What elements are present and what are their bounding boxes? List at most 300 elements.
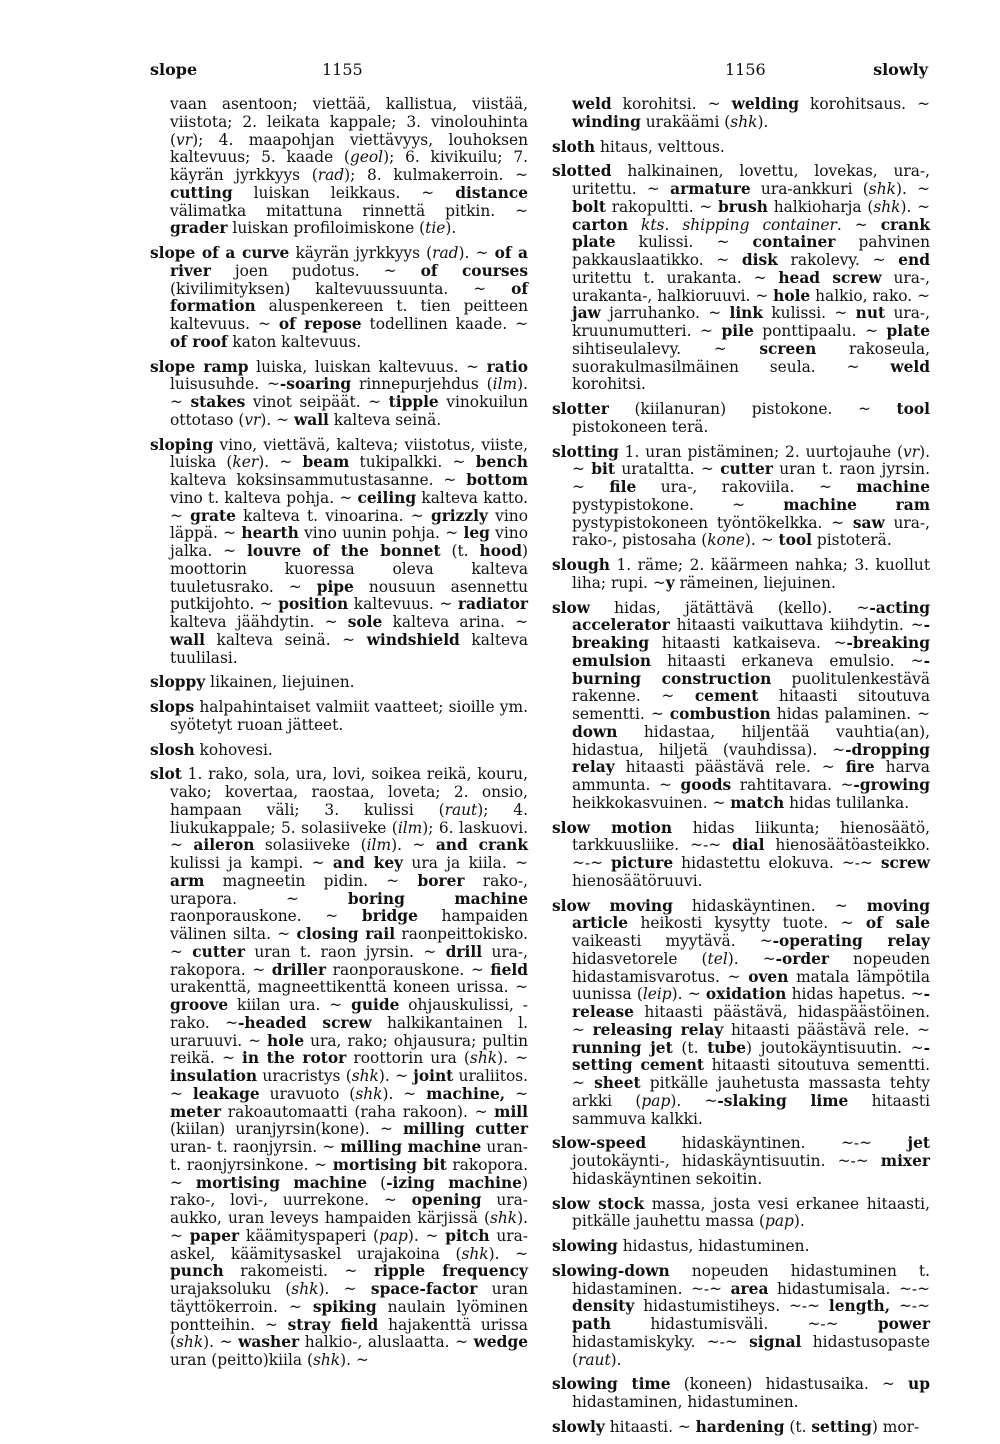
entry-term: of a river	[170, 244, 529, 280]
entry-text: ura-, urakanta-, halkioruuvi. ~	[572, 268, 931, 305]
entry-text: matala lämpötila uunissa (	[572, 967, 930, 1004]
entry-text: joen pudotus. ~	[210, 261, 421, 280]
dictionary-entry	[552, 557, 930, 593]
entry-text: hidastusopaste (	[572, 1332, 930, 1369]
entry-term: washer	[238, 1333, 300, 1352]
entry-text: ); 6. kivikuilu; 7. käyrän jyrkkyys (	[170, 148, 529, 184]
entry-text: korohitsi.	[572, 375, 646, 394]
entry-text: hidas, jätättävä (kello). ~	[590, 598, 870, 617]
entry-text: vino läppä. ~	[170, 506, 528, 543]
entry-term: jaw	[572, 304, 601, 323]
entry-term: of repose	[278, 315, 362, 333]
entry-text: uran t. raon jyrsin. ~	[572, 460, 930, 496]
entry-text: ); 6. laskuovi. ~	[170, 818, 529, 855]
entry-text: pystypistokoneen työntökelkka. ~	[572, 513, 853, 532]
entry-text: hidas tulilanka.	[784, 793, 910, 812]
entry-text: ). ~	[497, 1049, 529, 1068]
entry-term: driller	[271, 960, 327, 979]
entry-term: louvre of the bonnet	[247, 542, 441, 560]
entry-term: up	[908, 1375, 930, 1394]
entry-term: slow stock	[552, 1194, 645, 1213]
entry-term: plate	[886, 322, 931, 340]
entry-term: bottom	[466, 471, 528, 489]
entry-text: uravuoto (	[259, 1084, 356, 1103]
entry-text: likainen, liejuinen.	[205, 673, 355, 692]
entry-text: rämeinen, liejuinen.	[674, 573, 836, 592]
entry-term: -soaring	[279, 375, 352, 394]
entry-term: guide	[351, 996, 400, 1014]
entry-text: ~	[505, 1084, 529, 1103]
entry-text: hitaasti erkaneva emulsio. ~	[651, 651, 924, 670]
entry-text: ); 4. maapohjan viettävyys, louhoksen kaltevuus; 5. kaade (	[170, 130, 528, 167]
entry-term: slowing-down	[552, 1261, 670, 1280]
dictionary-entry	[552, 600, 930, 813]
entry-term: tool	[778, 531, 812, 550]
entry-text: ) rako-, lovi-, uurrekone. ~	[170, 1173, 528, 1210]
entry-label: shk	[868, 180, 896, 198]
entry-text: halkinainen, lovettu, lovekas, ura-, uritettu. ~	[572, 162, 930, 198]
entry-label: shk	[355, 1084, 383, 1103]
entry-term: groove	[170, 996, 229, 1014]
entry-term: -acting accelerator	[572, 598, 930, 635]
entry-text: kiilan ura. ~	[228, 996, 352, 1014]
dictionary-entry	[150, 437, 528, 668]
entry-term: of formation	[170, 279, 528, 316]
entry-text: vino uunin pohja. ~	[298, 524, 464, 543]
entry-text: ).	[757, 112, 769, 131]
entry-term: signal	[749, 1332, 802, 1351]
entry-label: kts. shipping container	[641, 215, 837, 234]
entry-term: slowly	[552, 1417, 605, 1436]
entry-term: field	[490, 960, 528, 979]
entry-label: shk	[312, 1351, 341, 1369]
entry-text: naulain lyöminen pontteihin. ~	[170, 1297, 528, 1334]
entry-text: luiskan leikkaus. ~	[232, 183, 456, 202]
entry-term: joint	[413, 1067, 454, 1085]
entry-text: (kiilanuran) pistokone. ~	[608, 400, 897, 418]
entry-term: distance	[455, 183, 528, 202]
entry-text: (t.	[672, 1038, 708, 1057]
entry-term: match	[730, 793, 785, 812]
entry-label: tel	[707, 949, 728, 968]
entry-term: slops	[150, 698, 195, 716]
entry-term: running	[572, 1038, 642, 1057]
entry-term: stakes	[190, 393, 246, 411]
entry-text: uritettu t. urakanta. ~	[572, 268, 779, 287]
entry-text: harva ammunta. ~	[572, 758, 930, 794]
entry-term: hardening	[695, 1417, 785, 1436]
entry-text: hitaasti sammuva kalkki.	[572, 1091, 930, 1128]
entry-term: end	[898, 251, 930, 269]
entry-text: heikkokasvuinen. ~	[572, 793, 731, 812]
entry-label: shk	[469, 1049, 498, 1068]
entry-text: vino t. kalteva pohja. ~	[170, 488, 358, 507]
entry-term: -operating relay	[772, 932, 931, 950]
entry-term: -burning construction	[572, 651, 930, 688]
entry-label: tie	[425, 219, 446, 238]
entry-text: raonpeittokisko. ~	[170, 925, 529, 961]
dictionary-entry	[552, 163, 930, 394]
entry-label: leip	[642, 985, 672, 1004]
entry-term: slow moving	[552, 896, 673, 915]
entry-term: cutting	[170, 183, 233, 202]
entry-text: ). ~	[671, 985, 706, 1004]
entry-text: halkikantainen l. uraruuvi. ~	[170, 1013, 528, 1050]
dictionary-entry	[150, 245, 528, 352]
entry-label: raut	[444, 800, 478, 819]
entry-text: pistoterä.	[812, 531, 892, 550]
entry-term: goods	[680, 776, 732, 794]
entry-term: cutter	[192, 942, 245, 961]
entry-text: nopeuden hidastuminen t. hidastaminen. ~-~	[572, 1261, 930, 1298]
dictionary-entry	[552, 1196, 930, 1232]
entry-text: ) mor-	[871, 1417, 920, 1436]
entry-text: luiska, luiskan kaltevuus. ~	[248, 357, 487, 376]
entry-text: hidastettu elokuva. ~-~	[673, 854, 881, 872]
entry-term: crank plate	[572, 215, 930, 252]
running-head-right: slowly	[873, 60, 928, 79]
entry-text: magneetin pidin. ~	[204, 871, 418, 890]
entry-text: ). ~	[340, 1351, 369, 1369]
entry-text: hitaasti päästävä rele. ~	[614, 758, 846, 777]
left-column	[150, 96, 528, 1377]
entry-text: käämityspaperi (	[239, 1226, 379, 1245]
entry-term: carton	[572, 215, 629, 234]
entry-label: geol	[349, 148, 384, 167]
entry-text: pystypistokone. ~	[572, 495, 784, 514]
dictionary-entry	[150, 766, 528, 1370]
entry-text: korohitsaus. ~	[799, 95, 930, 113]
entry-text: ). ~	[458, 244, 495, 262]
entry-term: -setting cement	[572, 1038, 930, 1075]
entry-term: setting	[811, 1417, 872, 1436]
entry-text: hienosäätöruuvi.	[572, 871, 703, 890]
entry-term: and key	[332, 854, 404, 872]
entry-term: -izing machine	[386, 1173, 522, 1192]
entry-term: radiator	[457, 595, 528, 614]
entry-term: pile	[721, 322, 754, 340]
entry-term: mill	[494, 1102, 528, 1121]
entry-text: uran täyttökerroin. ~	[170, 1280, 529, 1316]
dictionary-entry	[552, 401, 930, 437]
entry-text: ura-, rako-, pistosaha (	[572, 513, 930, 550]
entry-term: jet	[650, 1038, 673, 1057]
entry-term: slow	[552, 598, 591, 617]
entry-term: -growing	[853, 776, 930, 794]
entry-term: spiking	[312, 1297, 377, 1316]
entry-text: hitaasti. ~	[604, 1417, 696, 1436]
entry-term: leakage	[192, 1084, 260, 1103]
entry-term: -headed screw	[237, 1013, 372, 1032]
entry-text: puolitulenkestävä rakenne. ~	[572, 669, 930, 706]
entry-text: kalteva seinä.	[328, 410, 442, 429]
dictionary-entry	[150, 359, 528, 430]
entry-term: machine	[856, 478, 930, 496]
dictionary-entry	[552, 1263, 930, 1370]
entry-term: slotting	[552, 442, 619, 461]
entry-text: ura-, kruunumutteri. ~	[572, 304, 930, 340]
entry-label: shk	[291, 1280, 319, 1298]
entry-term: wall	[170, 630, 205, 649]
entry-term: screen	[759, 339, 817, 358]
entry-label: vr	[176, 130, 193, 149]
entry-term: of courses	[420, 261, 528, 280]
entry-label: ilm	[397, 818, 423, 837]
entry-text: ).	[793, 1212, 805, 1231]
entry-text: rakoautomaatti (raha rakoon). ~	[221, 1102, 495, 1121]
entry-text: hajakenttä urissa (	[170, 1315, 528, 1352]
entry-label: shk	[176, 1333, 204, 1352]
entry-label: pap	[765, 1212, 794, 1231]
entry-text: hitaasti sitoutuva sementti. ~	[572, 687, 930, 723]
entry-text: nopeuden hidastamisvarotus. ~	[572, 949, 930, 986]
entry-text: hidas liikunta; hienosäätö, tarkkuusliike. ~-~	[572, 818, 930, 855]
entry-text: ). ~	[170, 375, 528, 411]
entry-text: rakoseula, suorakulmasilmäinen seula. ~	[572, 339, 930, 376]
entry-term: punch	[170, 1262, 224, 1281]
running-head-left: slope	[150, 60, 198, 79]
entry-text: nousuun asennettu putkijohto. ~	[170, 577, 528, 614]
entry-text: rakolevy. ~	[777, 251, 899, 269]
entry-text: hidastumistiheys. ~-~	[634, 1297, 829, 1316]
entry-term: drill	[445, 942, 483, 961]
entry-text: ). ~	[382, 1084, 427, 1103]
entry-text: raonporauskone. ~	[170, 907, 362, 926]
entry-term: of roof	[170, 332, 228, 351]
entry-text: hitaasti päästävä, hidaspäästöinen. ~	[572, 1003, 930, 1039]
entry-text: hidastamiskyky. ~-~	[572, 1332, 750, 1351]
entry-text: hitaasti katkaiseva. ~	[649, 634, 847, 652]
entry-text: rinnepurjehdus (	[351, 375, 493, 394]
entry-text: hienosäätöasteikko. ~-~	[572, 836, 930, 872]
entry-text: ). ~	[318, 1280, 371, 1298]
entry-term: picture	[611, 854, 674, 872]
entry-term: saw	[852, 513, 885, 532]
entry-term: slow-speed	[552, 1134, 647, 1153]
entry-term: slow motion	[552, 818, 673, 837]
entry-text: aluspenkereen t. tien peitteen kaltevuus. ~	[170, 297, 528, 333]
entry-term: oven	[748, 967, 789, 986]
page-number-right: 1156	[725, 60, 766, 79]
dictionary-entry	[552, 139, 930, 157]
entry-term: milling cutter	[403, 1120, 528, 1139]
entry-text: todellinen kaade. ~	[361, 315, 528, 333]
entry-text: vinokuilun ottotaso (	[170, 393, 528, 429]
entry-text: joutokäynti-, hidaskäyntisuutin. ~-~	[572, 1152, 881, 1170]
entry-term: hole	[773, 286, 811, 305]
entry-label: shk	[489, 1209, 518, 1227]
entry-text: ); 4. liukukappale; 5. solasiiveke (	[170, 800, 528, 837]
entry-term: grizzly	[430, 506, 488, 525]
entry-term: power	[877, 1315, 930, 1333]
dictionary-entry	[150, 674, 528, 692]
entry-term: tool	[896, 400, 930, 418]
entry-text: kulissi. ~	[615, 233, 753, 252]
entry-text: roottorin ura (	[346, 1049, 470, 1068]
entry-text: pistokoneen terä.	[572, 417, 709, 436]
entry-term: slowing time	[552, 1375, 671, 1394]
entry-label: shk	[461, 1244, 489, 1263]
entry-term: sloping	[150, 435, 214, 454]
entry-text: rahtitavara. ~	[731, 776, 854, 794]
entry-text: ). ~	[378, 1067, 414, 1085]
entry-term: hole	[267, 1031, 305, 1050]
entry-text: (t.	[784, 1417, 812, 1436]
entry-term: opening	[411, 1191, 482, 1210]
entry-term: grader	[170, 219, 228, 238]
entry-term: space-factor	[370, 1280, 478, 1298]
entry-term: closing rail	[296, 925, 396, 943]
entry-text: jarruhanko. ~	[600, 304, 730, 323]
entry-text: ohjauskulissi, -rako. ~	[170, 996, 529, 1032]
entry-text: vaan asentoon; viettää, kallistua, viistää, viistota; 2. leikata kappale; 3. vinolouhinta (	[170, 95, 528, 149]
entry-label: shk	[873, 197, 901, 216]
entry-text: ura-, rakoviila. ~	[636, 478, 857, 496]
entry-term: slotter	[552, 400, 609, 418]
entry-text: rako-, urapora. ~	[170, 871, 528, 908]
dictionary-entry	[552, 444, 930, 551]
entry-text: halkioharja (	[767, 197, 874, 216]
entry-text: tukipalkki. ~	[349, 453, 476, 472]
entry-text: ) joutokäyntisuutin. ~	[746, 1038, 924, 1057]
entry-text: hidastus, hidastuminen.	[617, 1237, 810, 1255]
entry-term: pipe	[316, 577, 354, 596]
entry-text: urataltta. ~	[615, 460, 721, 479]
dictionary-entry	[552, 1419, 930, 1437]
entry-label: raut	[578, 1350, 611, 1369]
entry-text: hidastaminen, hidastuminen.	[572, 1393, 799, 1411]
entry-text: kaltevuus. ~	[348, 595, 458, 614]
entry-term: moving article	[572, 896, 930, 933]
entry-term: density	[572, 1297, 635, 1316]
entry-text: sihtiseulalevy. ~	[572, 339, 760, 358]
entry-label: shk	[351, 1067, 379, 1085]
entry-text: ). ~	[488, 1244, 529, 1263]
entry-text: hampaiden välinen silta. ~	[170, 907, 529, 943]
entry-text: vaikeasti myytävä. ~	[572, 932, 773, 950]
entry-term: hood	[479, 542, 522, 560]
dictionary-entry	[150, 742, 528, 760]
entry-term: slosh	[150, 740, 195, 759]
entry-text: luisusuhde. ~	[170, 375, 280, 394]
entry-text: (kiilan) uranjyrsin(kone). ~	[170, 1120, 404, 1139]
entry-term: bolt	[572, 197, 606, 216]
entry-label: ilm	[366, 836, 392, 855]
dictionary-entry	[552, 820, 930, 891]
entry-term: -dropping relay	[572, 740, 930, 777]
entry-text: massa, josta vesi erkanee hitaasti, pitkälle jauhettu massa (	[572, 1194, 930, 1231]
entry-term: fire	[845, 758, 875, 777]
entry-text: ura-, rakopora. ~	[170, 942, 528, 979]
entry-text: hidas palaminen. ~	[770, 705, 930, 723]
entry-term: sloth	[552, 137, 596, 156]
entry-term: bit	[591, 460, 615, 479]
entry-text: hidastumisväli. ~-~	[611, 1315, 878, 1333]
entry-term: weld	[890, 357, 930, 376]
dictionary-entry	[150, 96, 528, 238]
entry-term: slope of a curve	[150, 244, 290, 262]
entry-text: halkio-, aluslaatta. ~	[299, 1333, 474, 1352]
right-column	[552, 96, 930, 1444]
entry-term: pitch	[445, 1226, 490, 1245]
entry-term: meter	[170, 1102, 222, 1121]
entry-label: ilm	[492, 375, 518, 394]
entry-term: machine ram	[783, 495, 930, 514]
entry-term: ceiling	[357, 488, 417, 507]
entry-text: ~-~	[890, 1297, 930, 1316]
entry-term: -breaking emulsion	[572, 634, 930, 670]
entry-label: shk	[730, 112, 758, 131]
entry-text: urakenttä, magneettikenttä koneen urissa. ~	[170, 978, 528, 997]
entry-term: cement	[694, 687, 759, 706]
entry-text: ). ~	[203, 1333, 239, 1352]
entry-label: ker	[232, 453, 259, 472]
entry-term: -release	[572, 985, 930, 1021]
entry-term: slotted	[552, 162, 612, 181]
entry-text: ). ~	[260, 410, 294, 429]
entry-term: sloppy	[150, 673, 206, 692]
entry-text: (kivilimityksen) kaltevuussuunta. ~	[170, 279, 512, 298]
dictionary-entry	[150, 699, 528, 735]
entry-term: -order	[775, 949, 830, 968]
entry-text: välimatka mitattuna rinnettä pitkin. ~	[170, 201, 528, 220]
entry-text: ). ~	[727, 949, 776, 968]
entry-term: -slaking lime	[717, 1091, 849, 1110]
entry-text: hitaasti vaikuttava kiihdytin. ~	[669, 616, 924, 635]
entry-term: machine,	[426, 1084, 506, 1103]
entry-text: 1. räme; 2. käärmeen nahka; 3. kuollut liha; rupi. ~	[572, 556, 930, 592]
entry-term: winding	[572, 112, 641, 131]
entry-term: tipple	[388, 393, 439, 411]
entry-text: kalteva t. vinoarina. ~	[235, 506, 431, 525]
entry-text: luiskan profiloimiskone (	[227, 219, 426, 238]
entry-term: sole	[347, 613, 383, 631]
entry-term: windshield	[366, 630, 460, 649]
entry-label: pap	[641, 1091, 671, 1110]
entry-term: slot	[150, 765, 182, 784]
entry-text: ). ~	[258, 453, 303, 472]
entry-text: kalteva arina. ~	[382, 613, 528, 631]
entry-term: ratio	[486, 357, 528, 376]
entry-text: kalteva jäähdytin. ~	[170, 613, 348, 631]
entry-text: urajaksoluku (	[170, 1280, 292, 1298]
entry-term: arm	[170, 871, 205, 890]
entry-text: kulissi ja kampi. ~	[170, 854, 333, 872]
entry-term: down	[572, 722, 618, 741]
entry-term: jet	[907, 1134, 930, 1153]
entry-text: uran t. raon jyrsin. ~	[244, 942, 446, 961]
entry-term: area	[730, 1279, 769, 1298]
entry-text: ).	[610, 1350, 622, 1369]
entry-text: pahvinen pakkauslaatikko. ~	[572, 233, 930, 269]
entry-text: korohitsi. ~	[611, 95, 732, 113]
entry-text: 1. rako, sola, ura, lovi, soikea reikä, kouru, vako; kovertaa, raostaa, loveta; 2. onsio, hampaan väli; 3. kulissi (	[170, 765, 528, 819]
entry-term: boring machine	[347, 889, 528, 908]
entry-text: ura-askel, käämitysaskel urajakoina (	[170, 1226, 528, 1263]
entry-text: hidaskäyntinen. ~	[672, 896, 867, 915]
entry-term: bench	[475, 453, 528, 472]
entry-text: hidasvetorele (	[572, 949, 708, 968]
entry-term: head screw	[778, 268, 882, 287]
entry-text: halkio, rako. ~	[810, 286, 930, 305]
dictionary-entry	[552, 1238, 930, 1256]
entry-term: weld	[572, 95, 612, 113]
entry-term: dial	[732, 836, 765, 855]
entry-term: mixer	[880, 1152, 930, 1170]
entry-text: ). ~	[407, 1226, 446, 1245]
entry-text: . ~	[836, 215, 881, 234]
entry-term: mortising machine	[195, 1173, 368, 1192]
